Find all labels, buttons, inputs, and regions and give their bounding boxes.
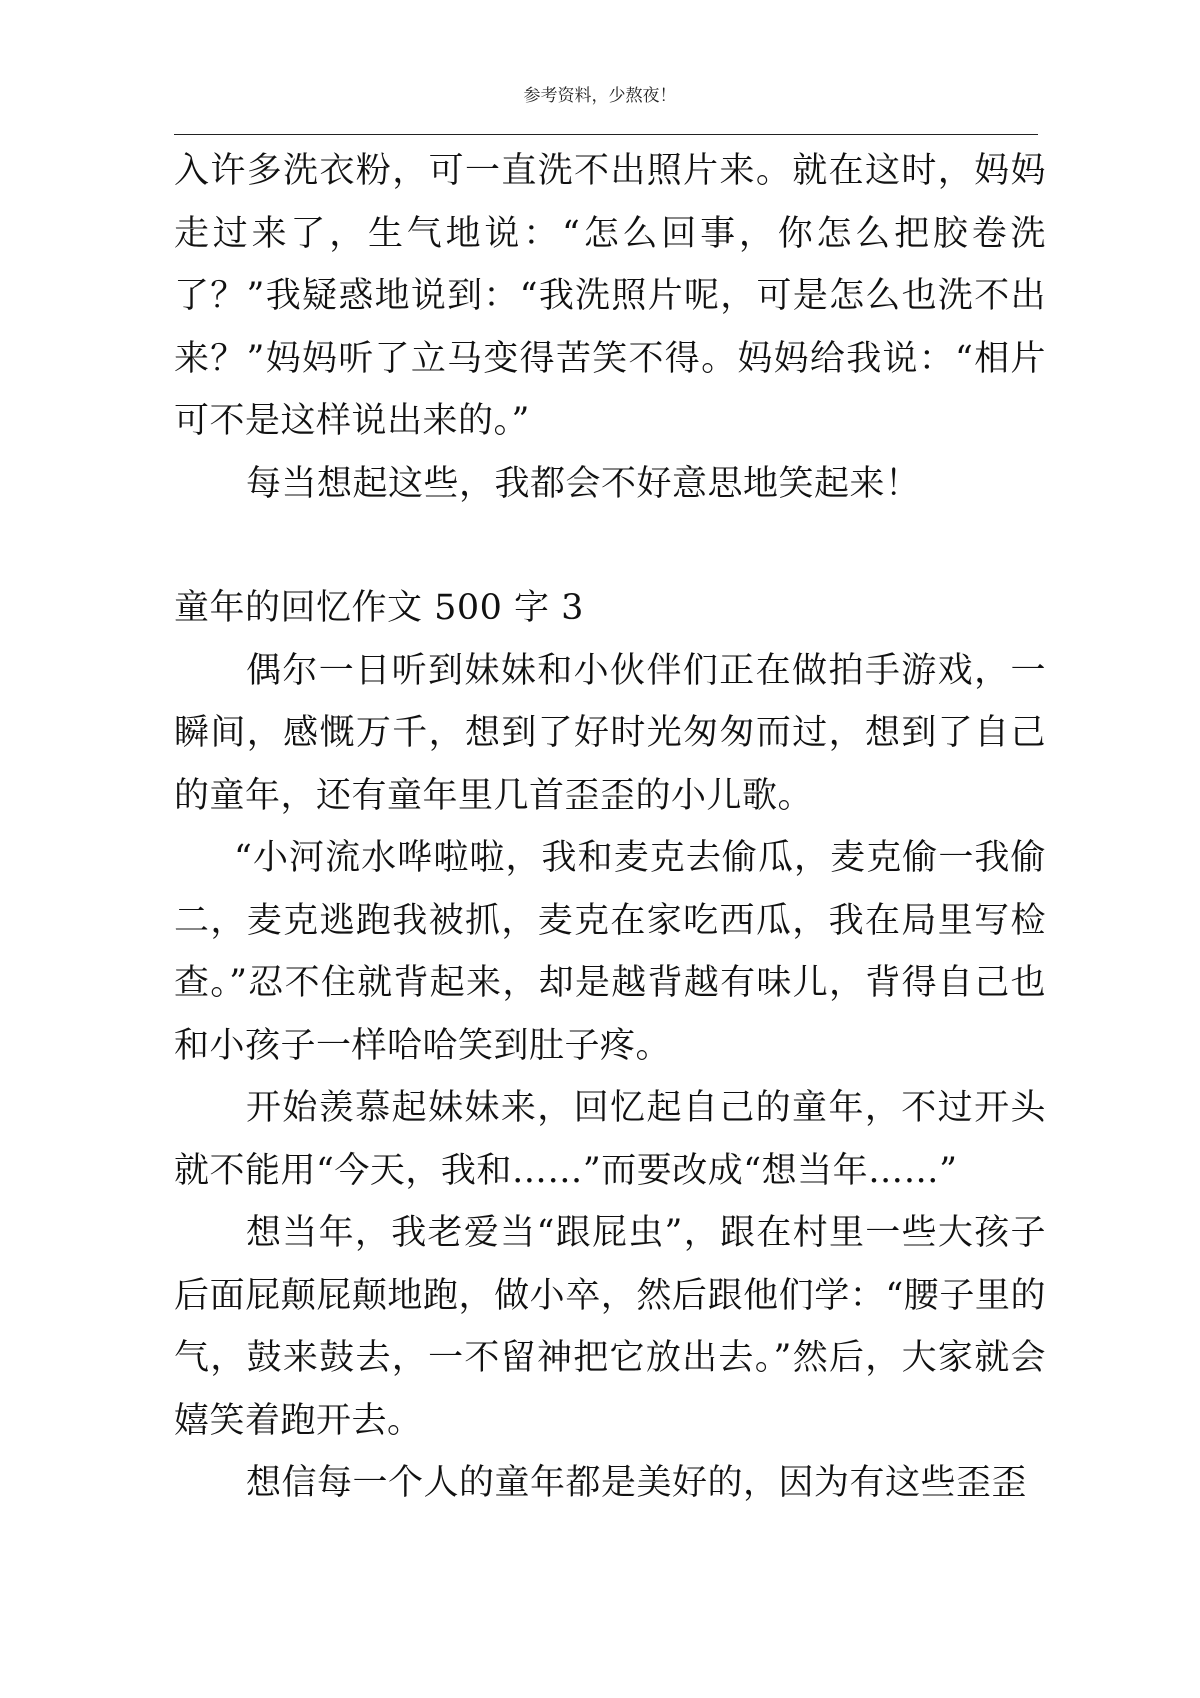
document-body [174,140,1046,1515]
paragraph-intro: 偶尔一日听到妹妹和小伙伴们正在做拍手游戏，一瞬间，感慨万千，想到了好时光匆匆而过，想到了自己的童年，还有童年里几首歪歪的小儿歌。 [174,650,1046,816]
paragraph-conclusion: 想信每一个人的童年都是美好的，因为有这些歪歪 [246,1463,1028,1503]
essay-title: 童年的回忆作文 500 字 3 [174,588,584,628]
paragraph-envy: 开始羡慕起妹妹来，回忆起自己的童年，不过开头就不能用“今天，我和……”而要改成“想当年……” [174,1088,1046,1191]
header-divider [174,134,1038,135]
paragraph-memory: 想当年，我老爱当“跟屁虫”，跟在村里一些大孩子后面屁颠屁颠地跑，做小卒，然后跟他们学：“腰子里的气，鼓来鼓去，一不留神把它放出去。”然后，大家就会嬉笑着跑开去。 [174,1213,1046,1441]
paragraph-continuation: 入许多洗衣粉，可一直洗不出照片来。就在这时，妈妈走过来了，生气地说：“怎么回事，你怎么把胶卷洗了？”我疑惑地说到：“我洗照片呢，可是怎么也洗不出来？”妈妈听了立马变得苦笑不得。妈妈给我说：“相片可不是这样说出来的。” [174,151,1046,441]
page-header: 参考资料，少熬夜！ [523,86,677,106]
paragraph-closing: 每当想起这些，我都会不好意思地笑起来！ [246,463,921,504]
paragraph-rhyme: “小河流水哗啦啦，我和麦克去偷瓜，麦克偷一我偷二，麦克逃跑我被抓，麦克在家吃西瓜，我在局里写检查。”忍不住就背起来，却是越背越有味儿，背得自己也和小孩子一样哈哈笑到肚子疼。 [174,838,1046,1066]
